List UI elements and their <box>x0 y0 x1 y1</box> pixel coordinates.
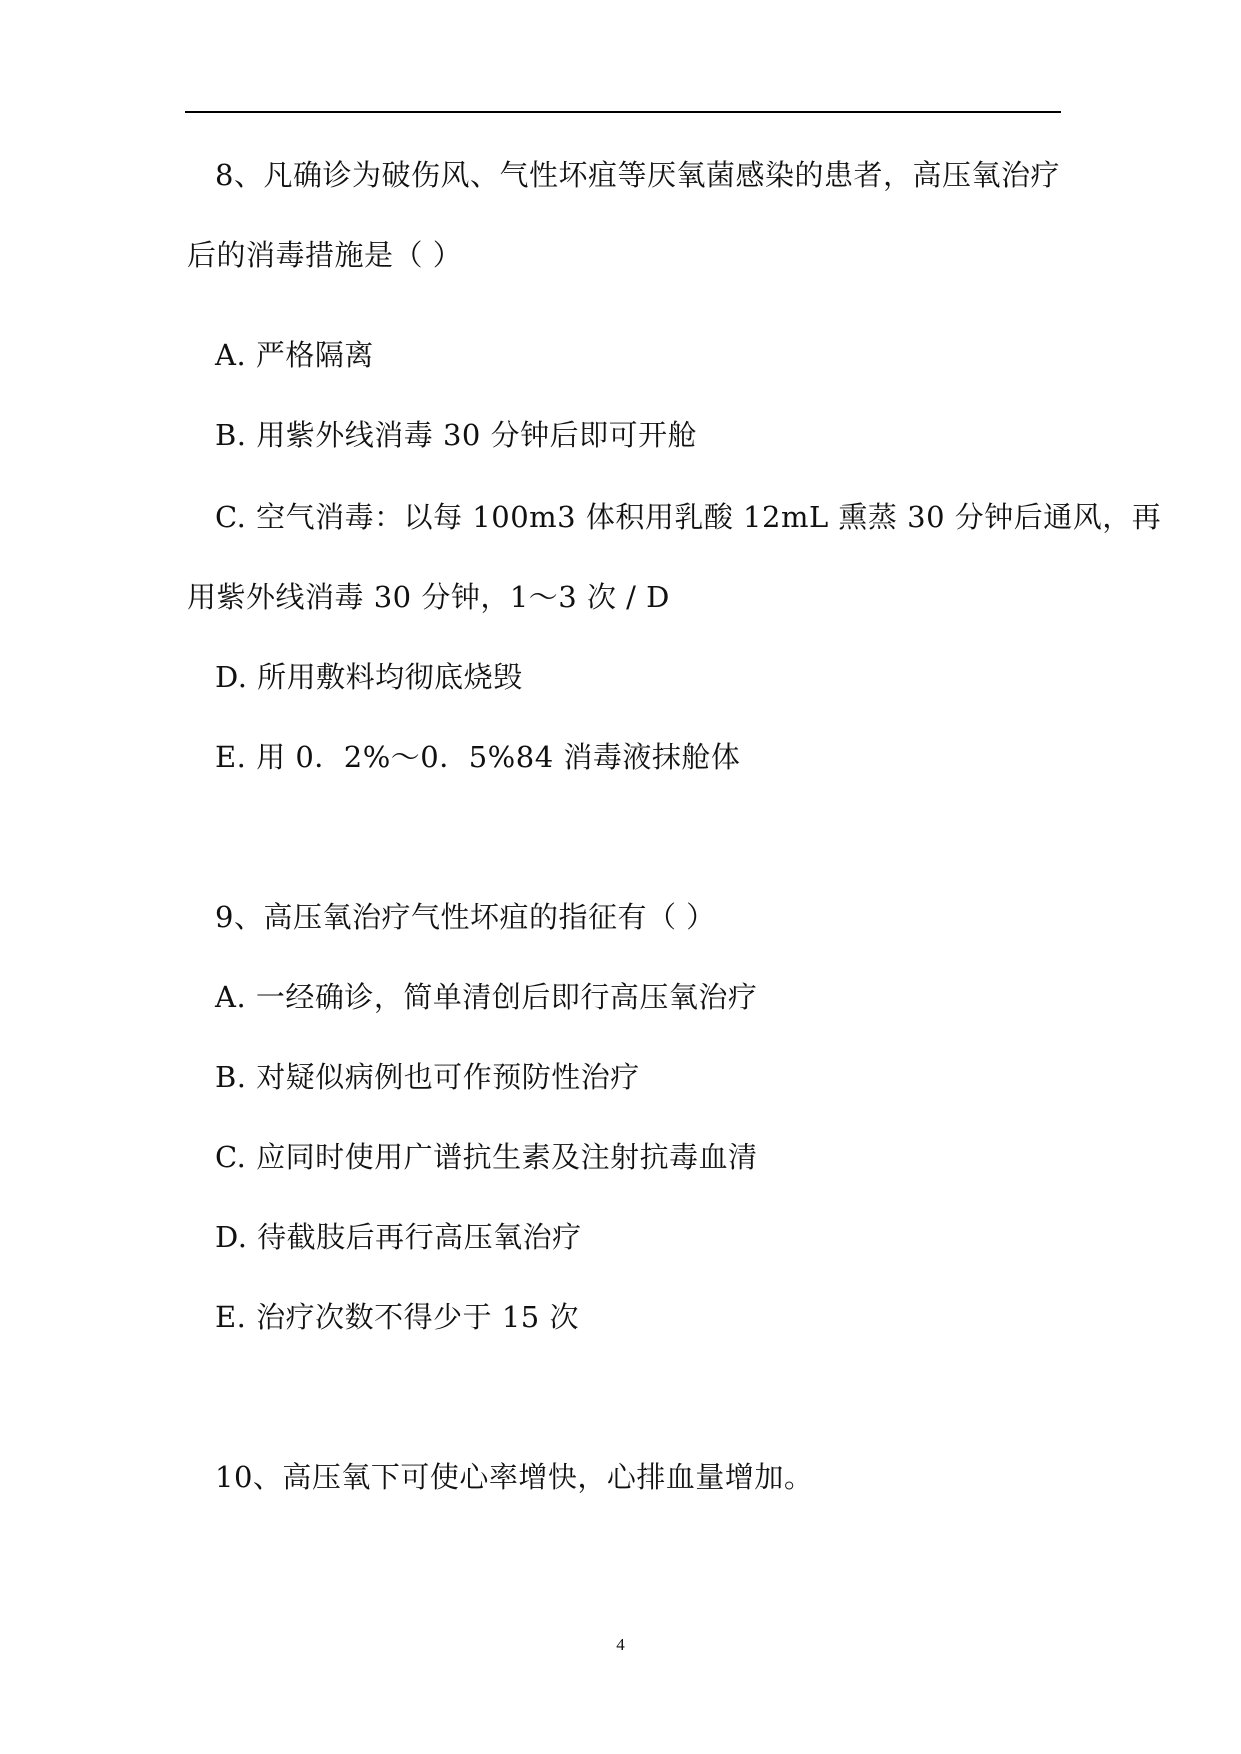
question-8-option-c-line-2: 用紫外线消毒 30 分钟，1～3 次 / D <box>187 580 670 614</box>
question-9-option-b: B. 对疑似病例也可作预防性治疗 <box>215 1060 640 1094</box>
question-8-option-e: E. 用 0．2%～0．5%84 消毒液抹舱体 <box>215 740 741 774</box>
question-8-stem-line-2: 后的消毒措施是（ ） <box>187 238 463 272</box>
page-number: 4 <box>616 1635 625 1654</box>
question-9-stem: 9、高压氧治疗气性坏疽的指征有（ ） <box>215 900 716 934</box>
header-rule <box>185 111 1061 113</box>
question-9-option-e: E. 治疗次数不得少于 15 次 <box>215 1300 579 1334</box>
question-8-option-b: B. 用紫外线消毒 30 分钟后即可开舱 <box>215 418 698 452</box>
question-8-option-d: D. 所用敷料均彻底烧毁 <box>215 660 523 694</box>
question-8-stem-line-1: 8、凡确诊为破伤风、气性坏疽等厌氧菌感染的患者，高压氧治疗 <box>215 158 1060 192</box>
question-10-stem: 10、高压氧下可使心率增快，心排血量增加。 <box>215 1460 814 1494</box>
question-9-option-d: D. 待截肢后再行高压氧治疗 <box>215 1220 582 1254</box>
question-9-option-c: C. 应同时使用广谱抗生素及注射抗毒血清 <box>215 1140 758 1174</box>
question-9-option-a: A. 一经确诊，简单清创后即行高压氧治疗 <box>215 980 758 1014</box>
question-8-option-c-line-1: C. 空气消毒：以每 100m3 体积用乳酸 12mL 熏蒸 30 分钟后通风，再 <box>215 500 1162 534</box>
question-8-option-a: A. 严格隔离 <box>215 338 374 372</box>
